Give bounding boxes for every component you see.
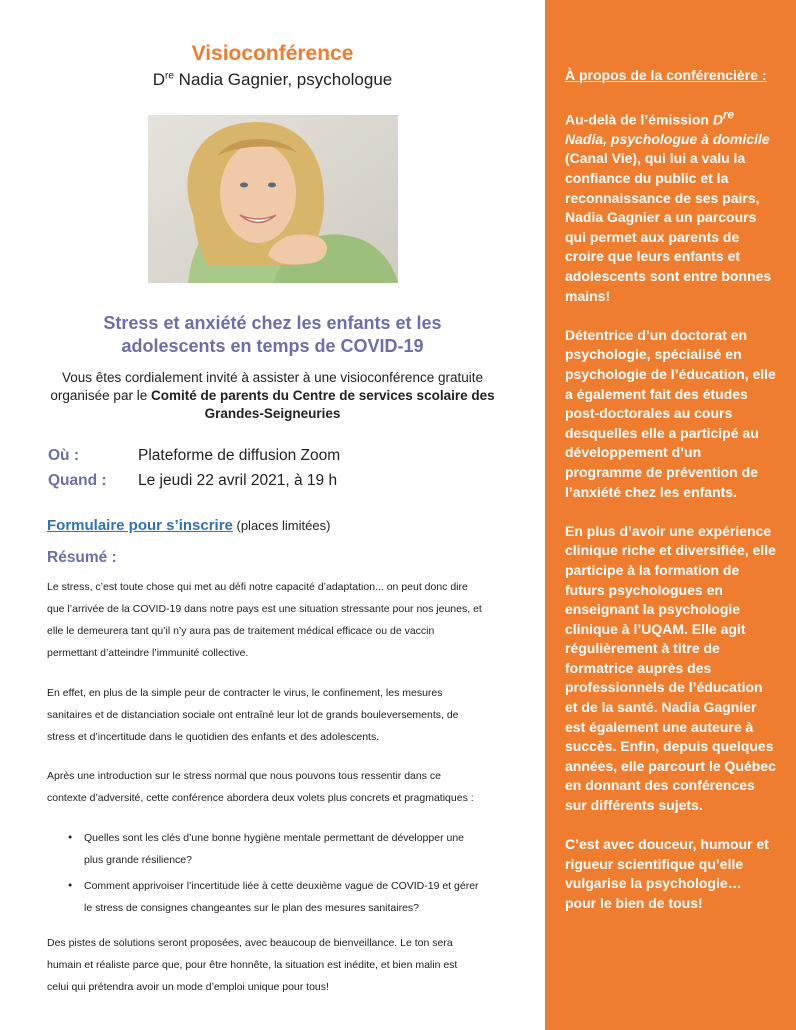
speaker-rest: Nadia Gagnier, psychologue — [173, 70, 393, 89]
invite-line-2 — [0, 387, 545, 405]
show-title-sup: re — [722, 108, 734, 122]
summary-line: En effet, en plus de la simple peur de contracter le virus, le confinement, les mesures — [47, 687, 443, 699]
bio-1-start: Au-delà de l’émission — [565, 111, 713, 128]
bio-paragraph-2: Détentrice d’un doctorat en psychologie, spécialisé en psychologie de l’éducation, elle a également fait des études post-doctorales au cours desquelles elle a participé au développement d’un programme de prévention de l’anxiété chez les enfants. — [565, 326, 776, 500]
invite-line-1: Vous êtes cordialement invité à assister à une visioconférence gratuite — [62, 370, 483, 385]
when-value: Le jeudi 22 avril 2021, à 19 h — [138, 472, 338, 489]
bullet-line: le stress de consignes changeantes sur le plan des mesures sanitaires? — [84, 902, 420, 914]
registration-form-link[interactable]: Formulaire pour s’inscrire — [47, 517, 233, 534]
summary-line: Des pistes de solutions seront proposées, avec beaucoup de bienveillance. Le ton sera — [47, 937, 453, 949]
bio-paragraph-4: C’est avec douceur, humour et rigueur scientifique qu’elle vulgarise la psychologie… pour le bien de tous! — [565, 836, 769, 911]
speaker-bio-sidebar — [545, 0, 796, 1030]
summary-line: celui qui prétendra avoir un mode d’emploi unique pour tous! — [47, 981, 329, 993]
organizer-name-cont: Grandes-Seigneuries — [204, 406, 341, 421]
talk-title-line-1: Stress et anxiété chez les enfants et les — [103, 313, 442, 333]
invite-line-2-plain: organisée par le — [50, 388, 151, 403]
speaker-name — [0, 70, 545, 90]
summary-paragraph-4 — [47, 932, 537, 998]
summary-line: stress et d’incertitude dans le quotidien des enfants et des adolescents. — [47, 731, 380, 743]
sidebar-heading: À propos de la conférencière : — [565, 67, 767, 83]
bio-paragraph-3: En plus d’avoir une expérience clinique riche et diversifiée, elle participe à la formation de futurs psychologues en enseignant la psychologie clinique à l’UQAM. Elle agit régulièrement à titre de formatrice auprès des professionnels de l’éducation et de la santé. Nadia Gagnier est également une auteure à succès. Enfin, depuis quelques années, elle parcourt le Québec en donnant des conférences sur différents sujets. — [565, 522, 776, 814]
page-title: Visioconférence — [191, 42, 354, 65]
when-label: Quand : — [48, 472, 107, 489]
where-value: Plateforme de diffusion Zoom — [138, 447, 341, 464]
where-row — [48, 447, 340, 465]
summary-line: humain et réaliste parce que, pour être honnête, la situation est inédite, et bien malin est — [47, 959, 458, 971]
summary-line: sanitaires et de distanciation sociale ont entraîné leur lot de grands bouleversements, de — [47, 709, 459, 721]
speaker-photo — [148, 115, 398, 283]
organizer-name: Comité de parents du Centre de services scolaire des — [150, 388, 495, 403]
summary-paragraph-1 — [47, 576, 537, 664]
summary-line: Le stress, c’est toute chose qui met au défi notre capacité d’adaptation... on peut donc dire — [47, 581, 468, 593]
bullet-line: plus grande résilience? — [84, 854, 192, 866]
summary-heading: Résumé : — [47, 549, 117, 566]
summary-line: que l’arrivée de la COVID-19 dans notre pays est une situation stressante pour nos jeunes, et — [47, 603, 482, 615]
talk-title-line-2: adolescents en temps de COVID-19 — [121, 336, 424, 356]
show-title: Nadia, psychologue à domicile — [565, 130, 770, 147]
registration-line — [47, 517, 330, 534]
show-title-prefix: D — [712, 111, 723, 128]
summary-paragraph-2 — [47, 682, 537, 748]
speaker-prefix: D — [152, 70, 166, 89]
list-item — [68, 875, 528, 919]
talk-title — [0, 312, 545, 358]
summary-paragraph-3 — [47, 765, 537, 809]
bullet-line: ● Comment apprivoiser l’incertitude liée à cette deuxième vague de COVID-19 et gérer — [84, 880, 479, 892]
invite-line-3 — [0, 405, 545, 423]
list-item — [68, 827, 528, 871]
summary-line: permettant d’atteindre l’immunité collective. — [47, 647, 249, 659]
bio-1-rest: (Canal Vie), qui lui a valu la confiance du public et la reconnaissance de ses pairs, Nadia Gagnier a un parcours qui permet aux parents de croire que leurs enfants et adolescents sont entre bonnes mains! — [565, 150, 772, 304]
when-row — [48, 472, 337, 490]
where-label: Où : — [48, 447, 79, 464]
bio-paragraph-1 — [565, 106, 776, 307]
summary-line: contexte d’adversité, cette conférence abordera deux volets plus concrets et pragmatiques : — [47, 792, 474, 804]
speaker-prefix-sup: re — [165, 70, 174, 82]
summary-bullet-list — [68, 827, 528, 923]
registration-note: (places limitées) — [232, 518, 331, 533]
bullet-line: ● Quelles sont les clés d’une bonne hygiène mentale permettant de développer une — [84, 832, 465, 844]
summary-line: elle le demeurera tant qu’il n’y aura pas de traitement médical efficace ou de vaccin — [47, 625, 435, 637]
summary-line: Après une introduction sur le stress normal que nous pouvons tous ressentir dans ce — [47, 770, 441, 782]
invitation-text — [0, 369, 545, 423]
